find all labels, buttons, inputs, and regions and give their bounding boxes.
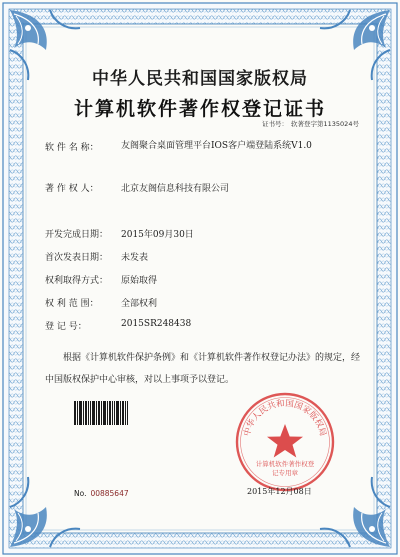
serial-number — [74, 489, 129, 498]
field-value: 2015SR248438 — [121, 319, 192, 329]
seal-bottom-text: 计算机软件著作权登记专用章 — [255, 460, 315, 477]
field-value: 2015年09月30日 — [121, 230, 194, 240]
field-value: 友阁聚合桌面管理平台IOS客户端登陆系统V1.0 — [121, 141, 312, 151]
certificate-number-label: 证书号： — [262, 120, 288, 128]
field-label: 登 记 号： — [45, 322, 87, 332]
field-label: 开发完成日期： — [45, 230, 109, 240]
field-copyright-owner — [45, 181, 229, 194]
field-registration-number — [45, 319, 191, 332]
field-label: 权 利 范 围： — [45, 299, 99, 309]
field-label: 权利取得方式： — [45, 276, 109, 286]
field-value: 北京友阁信息科技有限公司 — [121, 184, 230, 194]
field-first-publication-date — [45, 250, 148, 263]
certificate-title: 计算机软件著作权登记证书 — [73, 98, 326, 120]
issue-date: 2015年12月08日 — [247, 487, 312, 496]
certificate-number — [262, 119, 359, 128]
serial-label: No. — [74, 489, 87, 498]
field-completion-date — [45, 227, 194, 240]
field-label: 软 件 名 称： — [45, 143, 99, 153]
registration-statement: 根据《计算机软件保护条例》和《计算机软件著作权登记办法》的规定，经中国版权保护中心审核，对以上事项予以登记。 — [45, 353, 361, 385]
field-value: 未发表 — [121, 253, 149, 263]
field-value: 原始取得 — [121, 276, 158, 286]
certificate-number-value: 软著登字第1135024号 — [291, 120, 359, 128]
issuing-authority: 中华人民共和国国家版权局 — [92, 69, 308, 89]
barcode — [74, 401, 128, 425]
seal-arc-text: 中华人民共和国国家版权局 — [242, 398, 328, 438]
field-label: 首次发表日期： — [45, 253, 109, 263]
field-software-name — [45, 140, 331, 153]
field-rights-scope — [45, 296, 157, 309]
field-label: 著 作 权 人： — [45, 184, 99, 194]
field-value: 全部权利 — [121, 299, 158, 309]
official-seal — [233, 390, 337, 494]
serial-value: 00885647 — [90, 489, 129, 498]
field-acquisition-method — [45, 273, 157, 286]
